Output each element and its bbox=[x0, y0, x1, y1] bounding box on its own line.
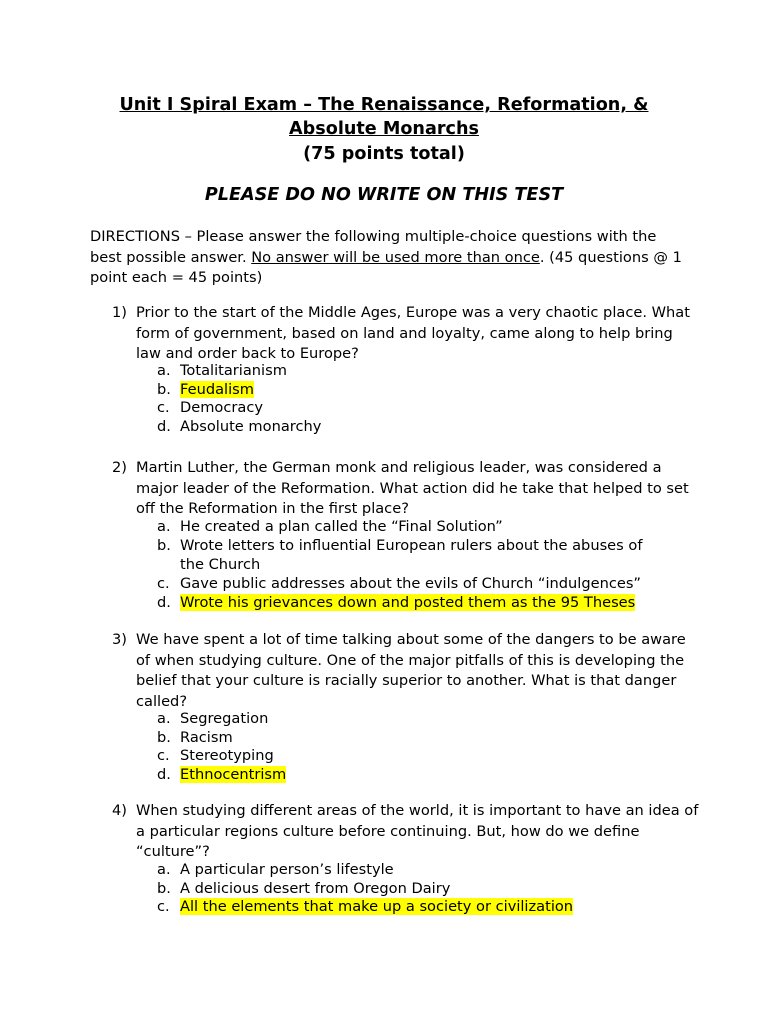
highlighted-answer: Feudalism bbox=[180, 380, 254, 398]
option-text bbox=[180, 381, 700, 400]
option-letter: a. bbox=[157, 710, 171, 727]
question-text: Prior to the start of the Middle Ages, Europe was a very chaotic place. What form of government, based on land and loyalty, came along to help bring law and order back to Europe? bbox=[136, 304, 690, 362]
option-text bbox=[180, 766, 700, 785]
option-text: A particular person’s lifestyle bbox=[180, 861, 394, 878]
option-letter: c. bbox=[157, 898, 170, 915]
question-number: 3) bbox=[112, 631, 127, 648]
no-write-warning: PLEASE DO NO WRITE ON THIS TEST bbox=[204, 185, 564, 205]
directions-text-end: . (45 questions @ 1 point each = 45 points) bbox=[90, 248, 682, 286]
exam-title-line-1: Unit I Spiral Exam – The Renaissance, Reformation, & bbox=[119, 95, 649, 115]
option-letter: a. bbox=[157, 861, 171, 878]
option-text: Absolute monarchy bbox=[180, 417, 322, 435]
question-text: When studying different areas of the world, it is important to have an idea of a particular regions culture before continuing. But, how do we define “culture”? bbox=[136, 802, 699, 860]
option-text bbox=[180, 594, 700, 613]
option-text: Gave public addresses about the evils of Church “indulgences” bbox=[180, 575, 641, 592]
question-number: 1) bbox=[112, 304, 127, 321]
question-number: 2) bbox=[112, 459, 127, 476]
option-letter: c. bbox=[157, 747, 170, 764]
question-text: Martin Luther, the German monk and religious leader, was considered a major leader of the Reformation. What action did he take that helped to set off the Reformation in the first place? bbox=[136, 459, 689, 517]
option-letter: c. bbox=[157, 575, 170, 592]
option-text: A delicious desert from Oregon Dairy bbox=[180, 879, 451, 897]
option-letter: c. bbox=[157, 399, 170, 416]
highlighted-answer: Ethnocentrism bbox=[180, 765, 287, 783]
option-letter: b. bbox=[157, 879, 171, 897]
points-total: (75 points total) bbox=[303, 144, 465, 164]
highlighted-answer: Wrote his grievances down and posted them as the 95 Theses bbox=[180, 594, 636, 611]
option-letter: b. bbox=[157, 380, 171, 398]
option-text: Democracy bbox=[180, 399, 263, 416]
option-letter: a. bbox=[157, 518, 171, 535]
option-text: Wrote letters to influential European rulers about the abuses of the Church bbox=[180, 537, 643, 573]
question-text: We have spent a lot of time talking about some of the dangers to be aware of when studying culture. One of the major pitfalls of this is developing the belief that your culture is racially superior to another. What is that danger called? bbox=[136, 631, 686, 710]
exam-title-line-2: Absolute Monarchs bbox=[289, 119, 479, 139]
option-letter: d. bbox=[157, 765, 171, 783]
directions-paragraph bbox=[90, 227, 690, 289]
directions-text: DIRECTIONS – Please answer the following multiple-choice questions with the best possible answer. bbox=[90, 228, 657, 266]
directions-underlined-text: No answer will be used more than once bbox=[251, 248, 540, 266]
option-text: Totalitarianism bbox=[180, 362, 287, 379]
option-letter: d. bbox=[157, 594, 171, 611]
option-text: Segregation bbox=[180, 710, 269, 727]
option-text: Racism bbox=[180, 728, 233, 746]
highlighted-answer: All the elements that make up a society or civilization bbox=[180, 898, 574, 915]
option-letter: d. bbox=[157, 417, 171, 435]
option-text: He created a plan called the “Final Solution” bbox=[180, 518, 503, 535]
option-text: Stereotyping bbox=[180, 747, 274, 764]
option-letter: b. bbox=[157, 537, 171, 554]
option-letter: b. bbox=[157, 728, 171, 746]
option-letter: a. bbox=[157, 362, 171, 379]
option-text bbox=[180, 898, 700, 917]
question-number: 4) bbox=[112, 802, 127, 819]
